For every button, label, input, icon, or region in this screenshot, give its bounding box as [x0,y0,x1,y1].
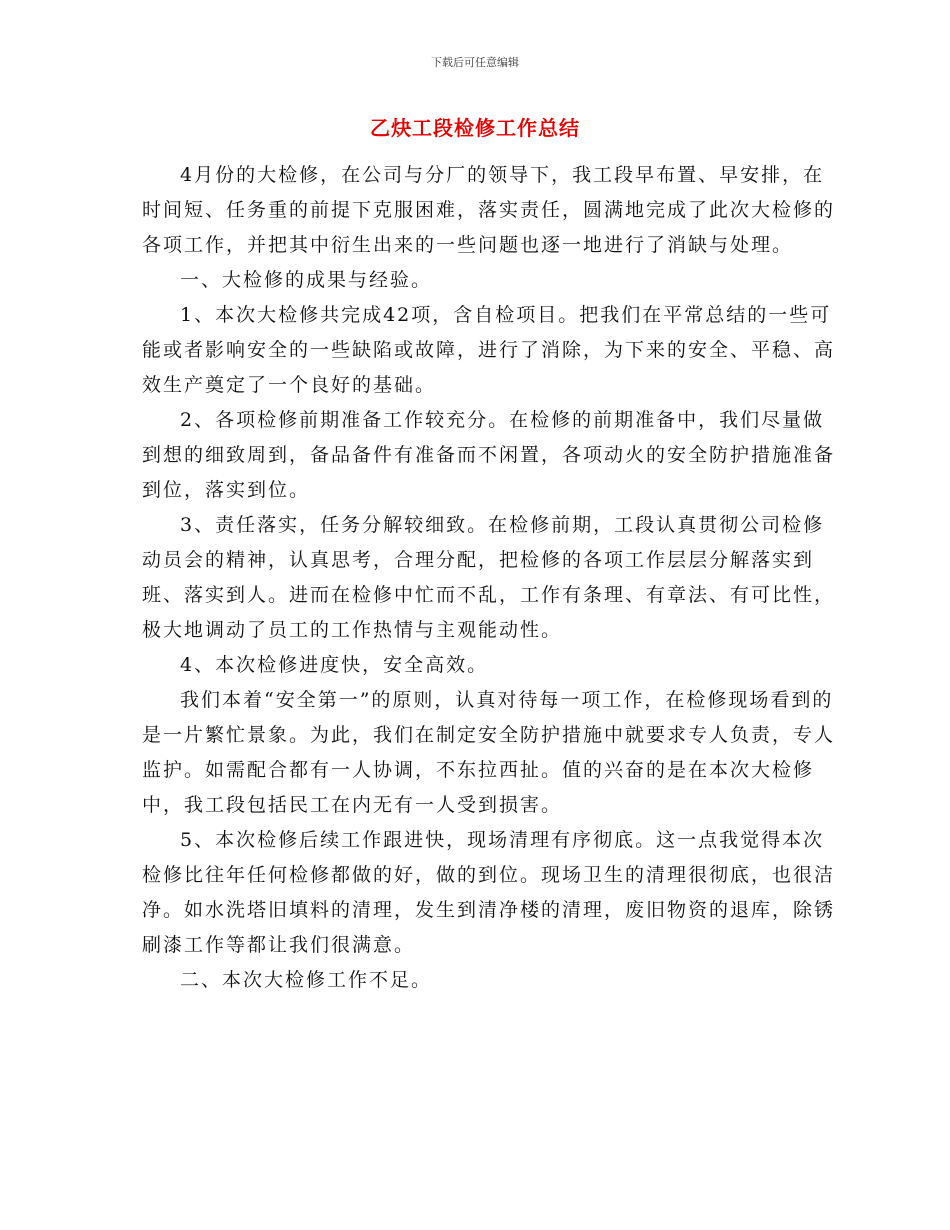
paragraph-safety: 我们本着“安全第一”的原则，认真对待每一项工作，在检修现场看到的是一片繁忙景象。为此，我们在制定安全防护措施中就要求专人负责，专人监护。如需配合都有一人协调，不东拉西扯。值的兴奋的是在本次大检修中，我工段包括民工在内无有一人受到损害。 [142,689,836,816]
paragraph-item-1: 1、本次大检修共完成42项，含自检项目。把我们在平常总结的一些可能或者影响安全的一些缺陷或故障，进行了消除，为下来的安全、平稳、高效生产奠定了一个良好的基础。 [142,304,836,396]
paragraph-item-3: 3、责任落实，任务分解较细致。在检修前期，工段认真贯彻公司检修动员会的精神，认真思考，合理分配，把检修的各项工作层层分解落实到班、落实到人。进而在检修中忙而不乱，工作有条理、有章法、有可比性，极大地调动了员工的工作热情与主观能动性。 [142,514,836,641]
section-heading-achievements: 一、大检修的成果与经验。 [180,269,433,291]
header-note: 下载后可任意编辑 [431,56,519,69]
document-title: 乙炔工段检修工作总结 [370,116,580,140]
document-body [142,158,842,998]
paragraph-intro: 4月份的大检修，在公司与分厂的领导下，我工段早布置、早安排，在时间短、任务重的前提下克服困难，落实责任，圆满地完成了此次大检修的各项工作，并把其中衍生出来的一些问题也逐一地进行了消缺与处理。 [142,164,836,256]
section-heading-shortcomings: 二、本次大检修工作不足。 [180,969,433,991]
paragraph-item-5: 5、本次检修后续工作跟进快，现场清理有序彻底。这一点我觉得本次检修比往年任何检修都做的好，做的到位。现场卫生的清理很彻底，也很洁净。如水洗塔旧填料的清理，发生到清净楼的清理，废旧物资的退库，除锈刷漆工作等都让我们很满意。 [142,829,836,956]
paragraph-item-4: 4、本次检修进度快，安全高效。 [180,654,489,676]
paragraph-item-2: 2、各项检修前期准备工作较充分。在检修的前期准备中，我们尽量做到想的细致周到，备品备件有准备而不闲置，各项动火的安全防护措施准备到位，落实到位。 [142,409,836,501]
